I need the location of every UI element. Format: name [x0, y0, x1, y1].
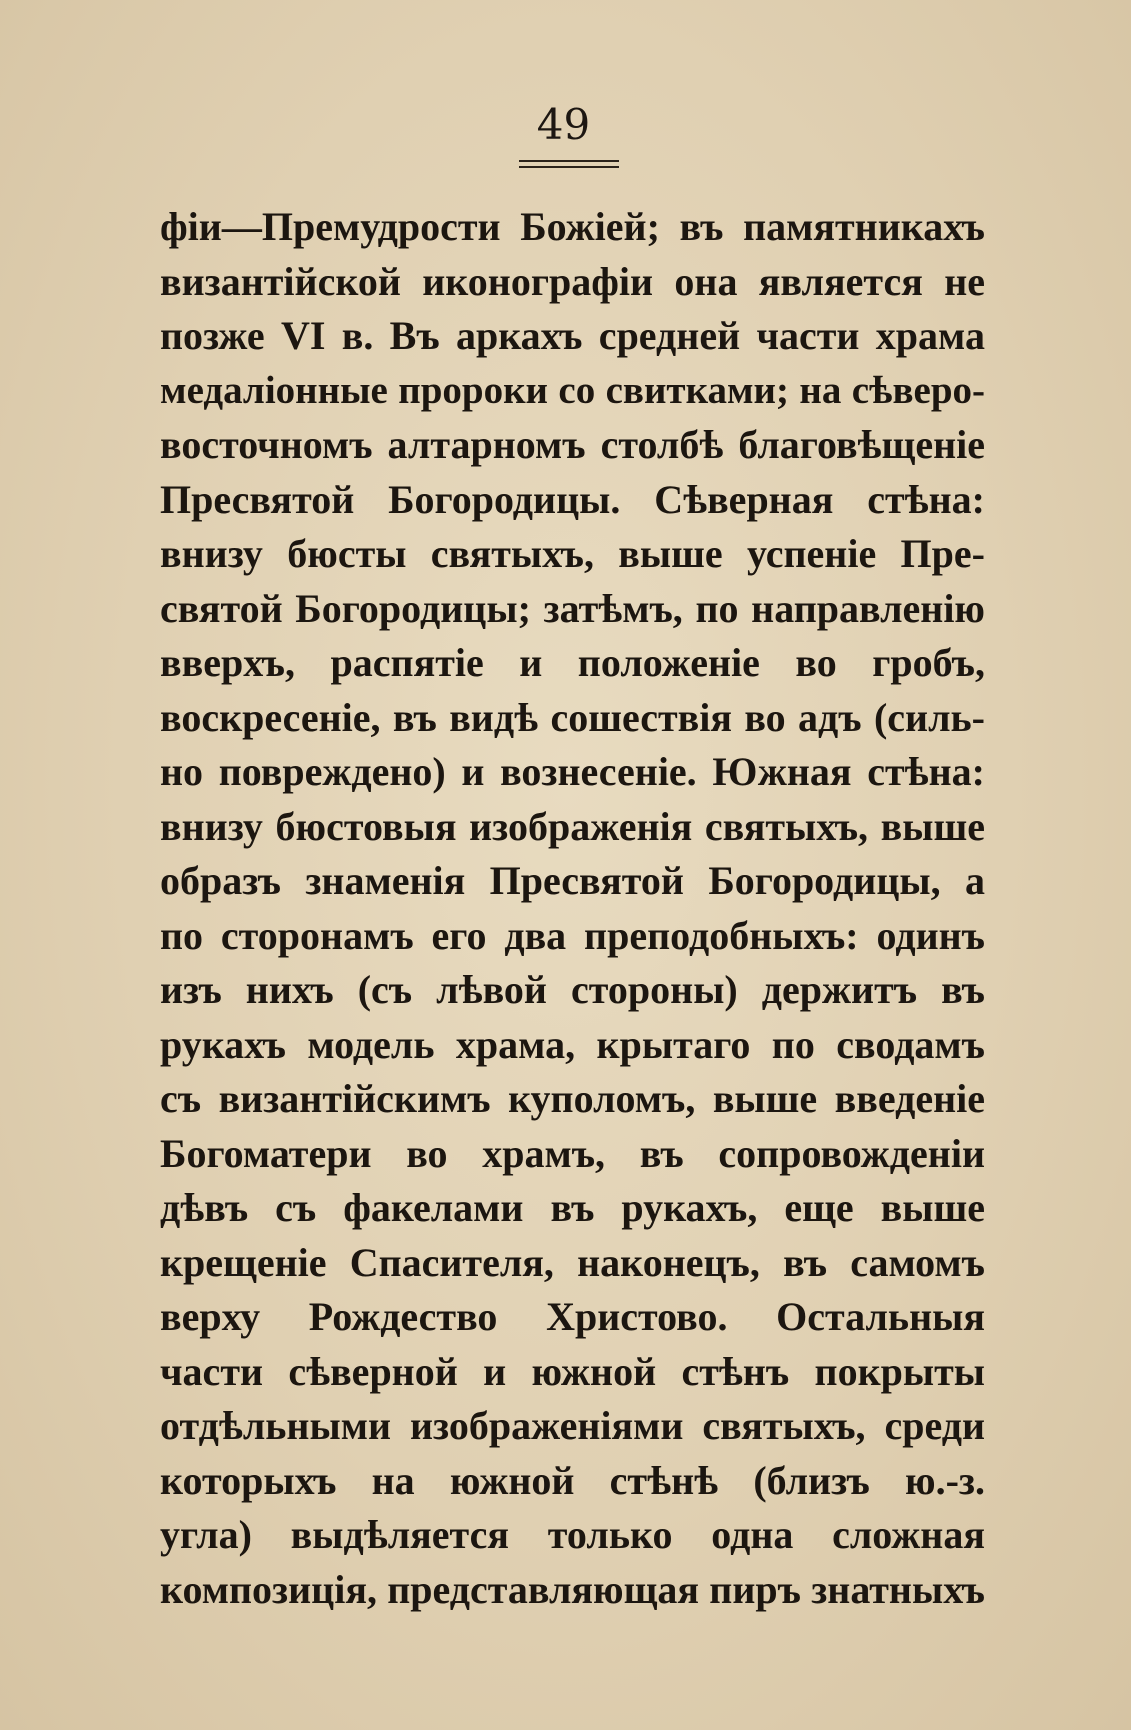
- text-line: крещеніе Спасителя, наконецъ, въ самомъ: [160, 1239, 985, 1285]
- text-line: по сторонамъ его два преподобныхъ: одинъ: [160, 912, 985, 958]
- text-line: верху Рождество Христово. Остальныя: [160, 1294, 985, 1339]
- text-line: византійской иконографіи она является не: [160, 258, 985, 304]
- text-line: съ византійскимъ куполомъ, выше введеніе: [160, 1076, 985, 1121]
- header-rule-top: [519, 160, 619, 162]
- text-line: отдѣльными изображеніями святыхъ, среди: [160, 1403, 985, 1448]
- text-line: образъ знаменія Пресвятой Богородицы, а: [160, 858, 985, 903]
- text-line: медаліонные пророки со свитками; на сѣверо-: [160, 368, 985, 412]
- text-line: восточномъ алтарномъ столбѣ благовѣщеніе: [160, 422, 985, 467]
- text-line: Богоматери во храмъ, въ сопровожденіи: [160, 1130, 985, 1176]
- text-line: воскресеніе, въ видѣ сошествія во адъ (силь-: [160, 694, 985, 740]
- text-line: части сѣверной и южной стѣнъ покрыты: [160, 1348, 985, 1394]
- text-line: которыхъ на южной стѣнѣ (близъ ю.-з.: [160, 1457, 985, 1503]
- text-line: угла) выдѣляется только одна сложная: [160, 1512, 985, 1557]
- text-line: внизу бюстовыя изображенія святыхъ, выше: [160, 803, 985, 849]
- text-line: но повреждено) и вознесеніе. Южная стѣна:: [160, 749, 985, 794]
- text-line: изъ нихъ (съ лѣвой стороны) держитъ въ: [160, 967, 985, 1012]
- text-line: внизу бюсты святыхъ, выше успеніе Пре-: [160, 531, 985, 576]
- text-line: позже VI в. Въ аркахъ средней части храма: [160, 313, 985, 358]
- page-number: 49: [536, 100, 591, 149]
- text-line: рукахъ модель храма, крытаго по сводамъ: [160, 1021, 985, 1067]
- text-line: святой Богородицы; затѣмъ, по направленію: [160, 585, 985, 631]
- header-rule-bottom: [519, 166, 619, 168]
- body-text: [160, 200, 985, 1617]
- text-line: фіи—Премудрости Божіей; въ памятникахъ: [160, 204, 985, 249]
- text-line: композиція, представляющая пиръ знатныхъ: [160, 1566, 985, 1612]
- text-line: дѣвъ съ факелами въ рукахъ, еще выше: [160, 1185, 985, 1230]
- text-line: Пресвятой Богородицы. Сѣверная стѣна:: [160, 476, 985, 522]
- text-line: вверхъ, распятіе и положеніе во гробъ,: [160, 640, 985, 685]
